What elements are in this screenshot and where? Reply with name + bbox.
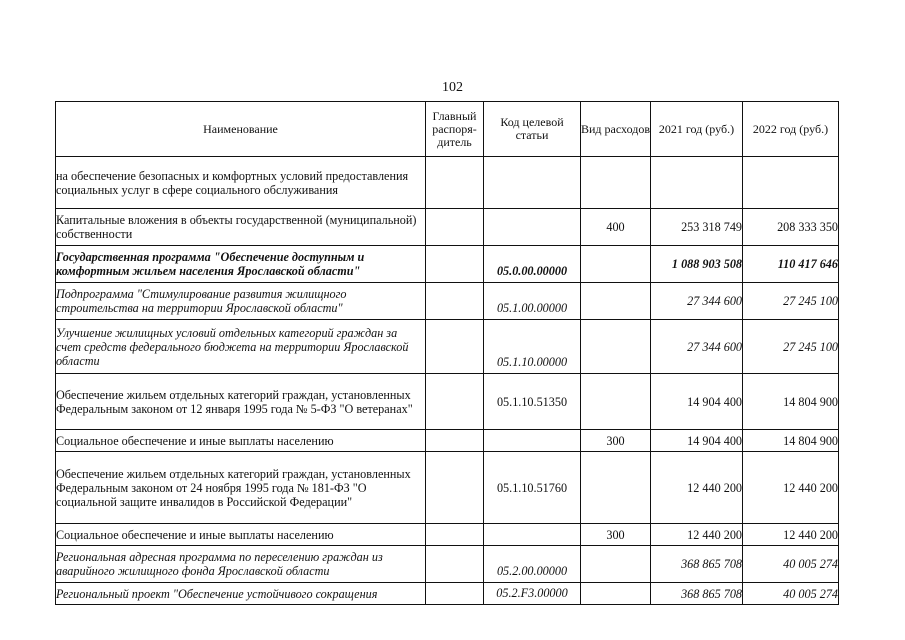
row-manager — [426, 157, 484, 209]
row-2022: 40 005 274 — [743, 546, 839, 583]
row-2021: 14 904 400 — [651, 430, 743, 452]
table-row — [56, 320, 839, 374]
table-row — [56, 157, 839, 209]
table-header-row — [56, 102, 839, 157]
row-name: Социальное обеспечение и иные выплаты населению — [56, 430, 426, 452]
row-code: 05.2.F3.00000 — [484, 583, 581, 605]
table-row — [56, 546, 839, 583]
row-2021: 368 865 708 — [651, 583, 743, 605]
row-name: Социальное обеспечение и иные выплаты населению — [56, 524, 426, 546]
row-manager — [426, 246, 484, 283]
row-name: Подпрограмма "Стимулирование развития жилищного строительства на территории Ярославской области" — [56, 283, 426, 320]
row-kind — [581, 546, 651, 583]
row-2022: 12 440 200 — [743, 524, 839, 546]
row-code: 05.1.10.51350 — [484, 374, 581, 430]
header-main-manager: Главный распоря-дитель — [426, 102, 484, 157]
row-code: 05.0.00.00000 — [484, 246, 581, 283]
row-code — [484, 524, 581, 546]
row-code: 05.1.10.00000 — [484, 320, 581, 374]
row-name: Региональная адресная программа по переселению граждан из аварийного жилищного фонда Ярославской области — [56, 546, 426, 583]
row-manager — [426, 283, 484, 320]
row-manager — [426, 524, 484, 546]
row-kind: 400 — [581, 209, 651, 246]
row-name: Улучшение жилищных условий отдельных категорий граждан за счет средств федерального бюджета на территории Ярославской области — [56, 320, 426, 374]
header-expense-type: Вид расходов — [581, 102, 651, 157]
row-kind: 300 — [581, 524, 651, 546]
row-2022: 27 245 100 — [743, 283, 839, 320]
row-2022: 208 333 350 — [743, 209, 839, 246]
page-number: 102 — [442, 80, 463, 95]
row-name: Государственная программа "Обеспечение доступным и комфортным жильем населения Ярославской области" — [56, 246, 426, 283]
row-2021: 253 318 749 — [651, 209, 743, 246]
table-row — [56, 452, 839, 524]
row-kind — [581, 320, 651, 374]
row-kind — [581, 157, 651, 209]
table-row — [56, 374, 839, 430]
row-kind — [581, 583, 651, 605]
table-row — [56, 209, 839, 246]
row-manager — [426, 430, 484, 452]
budget-table — [55, 101, 839, 605]
row-2022: 27 245 100 — [743, 320, 839, 374]
row-name: Капитальные вложения в объекты государственной (муниципальной) собственности — [56, 209, 426, 246]
row-2021: 14 904 400 — [651, 374, 743, 430]
row-manager — [426, 546, 484, 583]
table-row — [56, 583, 839, 605]
row-name: Обеспечение жильем отдельных категорий граждан, установленных Федеральным законом от 12 января 1995 года № 5-ФЗ "О ветеранах" — [56, 374, 426, 430]
row-kind — [581, 452, 651, 524]
row-kind: 300 — [581, 430, 651, 452]
row-name: Обеспечение жильем отдельных категорий граждан, установленных Федеральным законом от 24 ноября 1995 года № 181-ФЗ "О социальной защите инвалидов в Российской Федерации" — [56, 452, 426, 524]
row-code — [484, 209, 581, 246]
row-2021: 368 865 708 — [651, 546, 743, 583]
row-2022: 12 440 200 — [743, 452, 839, 524]
row-code — [484, 157, 581, 209]
row-code: 05.1.00.00000 — [484, 283, 581, 320]
row-code: 05.1.10.51760 — [484, 452, 581, 524]
header-target-code: Код целевой статьи — [484, 102, 581, 157]
row-2022: 14 804 900 — [743, 374, 839, 430]
header-name: Наименование — [56, 102, 426, 157]
header-year-2021: 2021 год (руб.) — [651, 102, 743, 157]
row-2022 — [743, 157, 839, 209]
row-manager — [426, 320, 484, 374]
row-manager — [426, 452, 484, 524]
row-kind — [581, 374, 651, 430]
table-row — [56, 246, 839, 283]
row-2022: 110 417 646 — [743, 246, 839, 283]
row-manager — [426, 583, 484, 605]
row-2021: 12 440 200 — [651, 524, 743, 546]
row-code — [484, 430, 581, 452]
row-manager — [426, 209, 484, 246]
row-kind — [581, 246, 651, 283]
header-year-2022: 2022 год (руб.) — [743, 102, 839, 157]
row-2021: 12 440 200 — [651, 452, 743, 524]
row-2021: 1 088 903 508 — [651, 246, 743, 283]
row-code: 05.2.00.00000 — [484, 546, 581, 583]
row-2021: 27 344 600 — [651, 320, 743, 374]
table-row — [56, 283, 839, 320]
row-2022: 40 005 274 — [743, 583, 839, 605]
table-row — [56, 524, 839, 546]
row-name: на обеспечение безопасных и комфортных условий предоставления социальных услуг в сфере социального обслуживания — [56, 157, 426, 209]
row-2022: 14 804 900 — [743, 430, 839, 452]
row-name: Региональный проект "Обеспечение устойчивого сокращения — [56, 583, 426, 605]
row-2021: 27 344 600 — [651, 283, 743, 320]
table-row — [56, 430, 839, 452]
row-kind — [581, 283, 651, 320]
row-2021 — [651, 157, 743, 209]
row-manager — [426, 374, 484, 430]
